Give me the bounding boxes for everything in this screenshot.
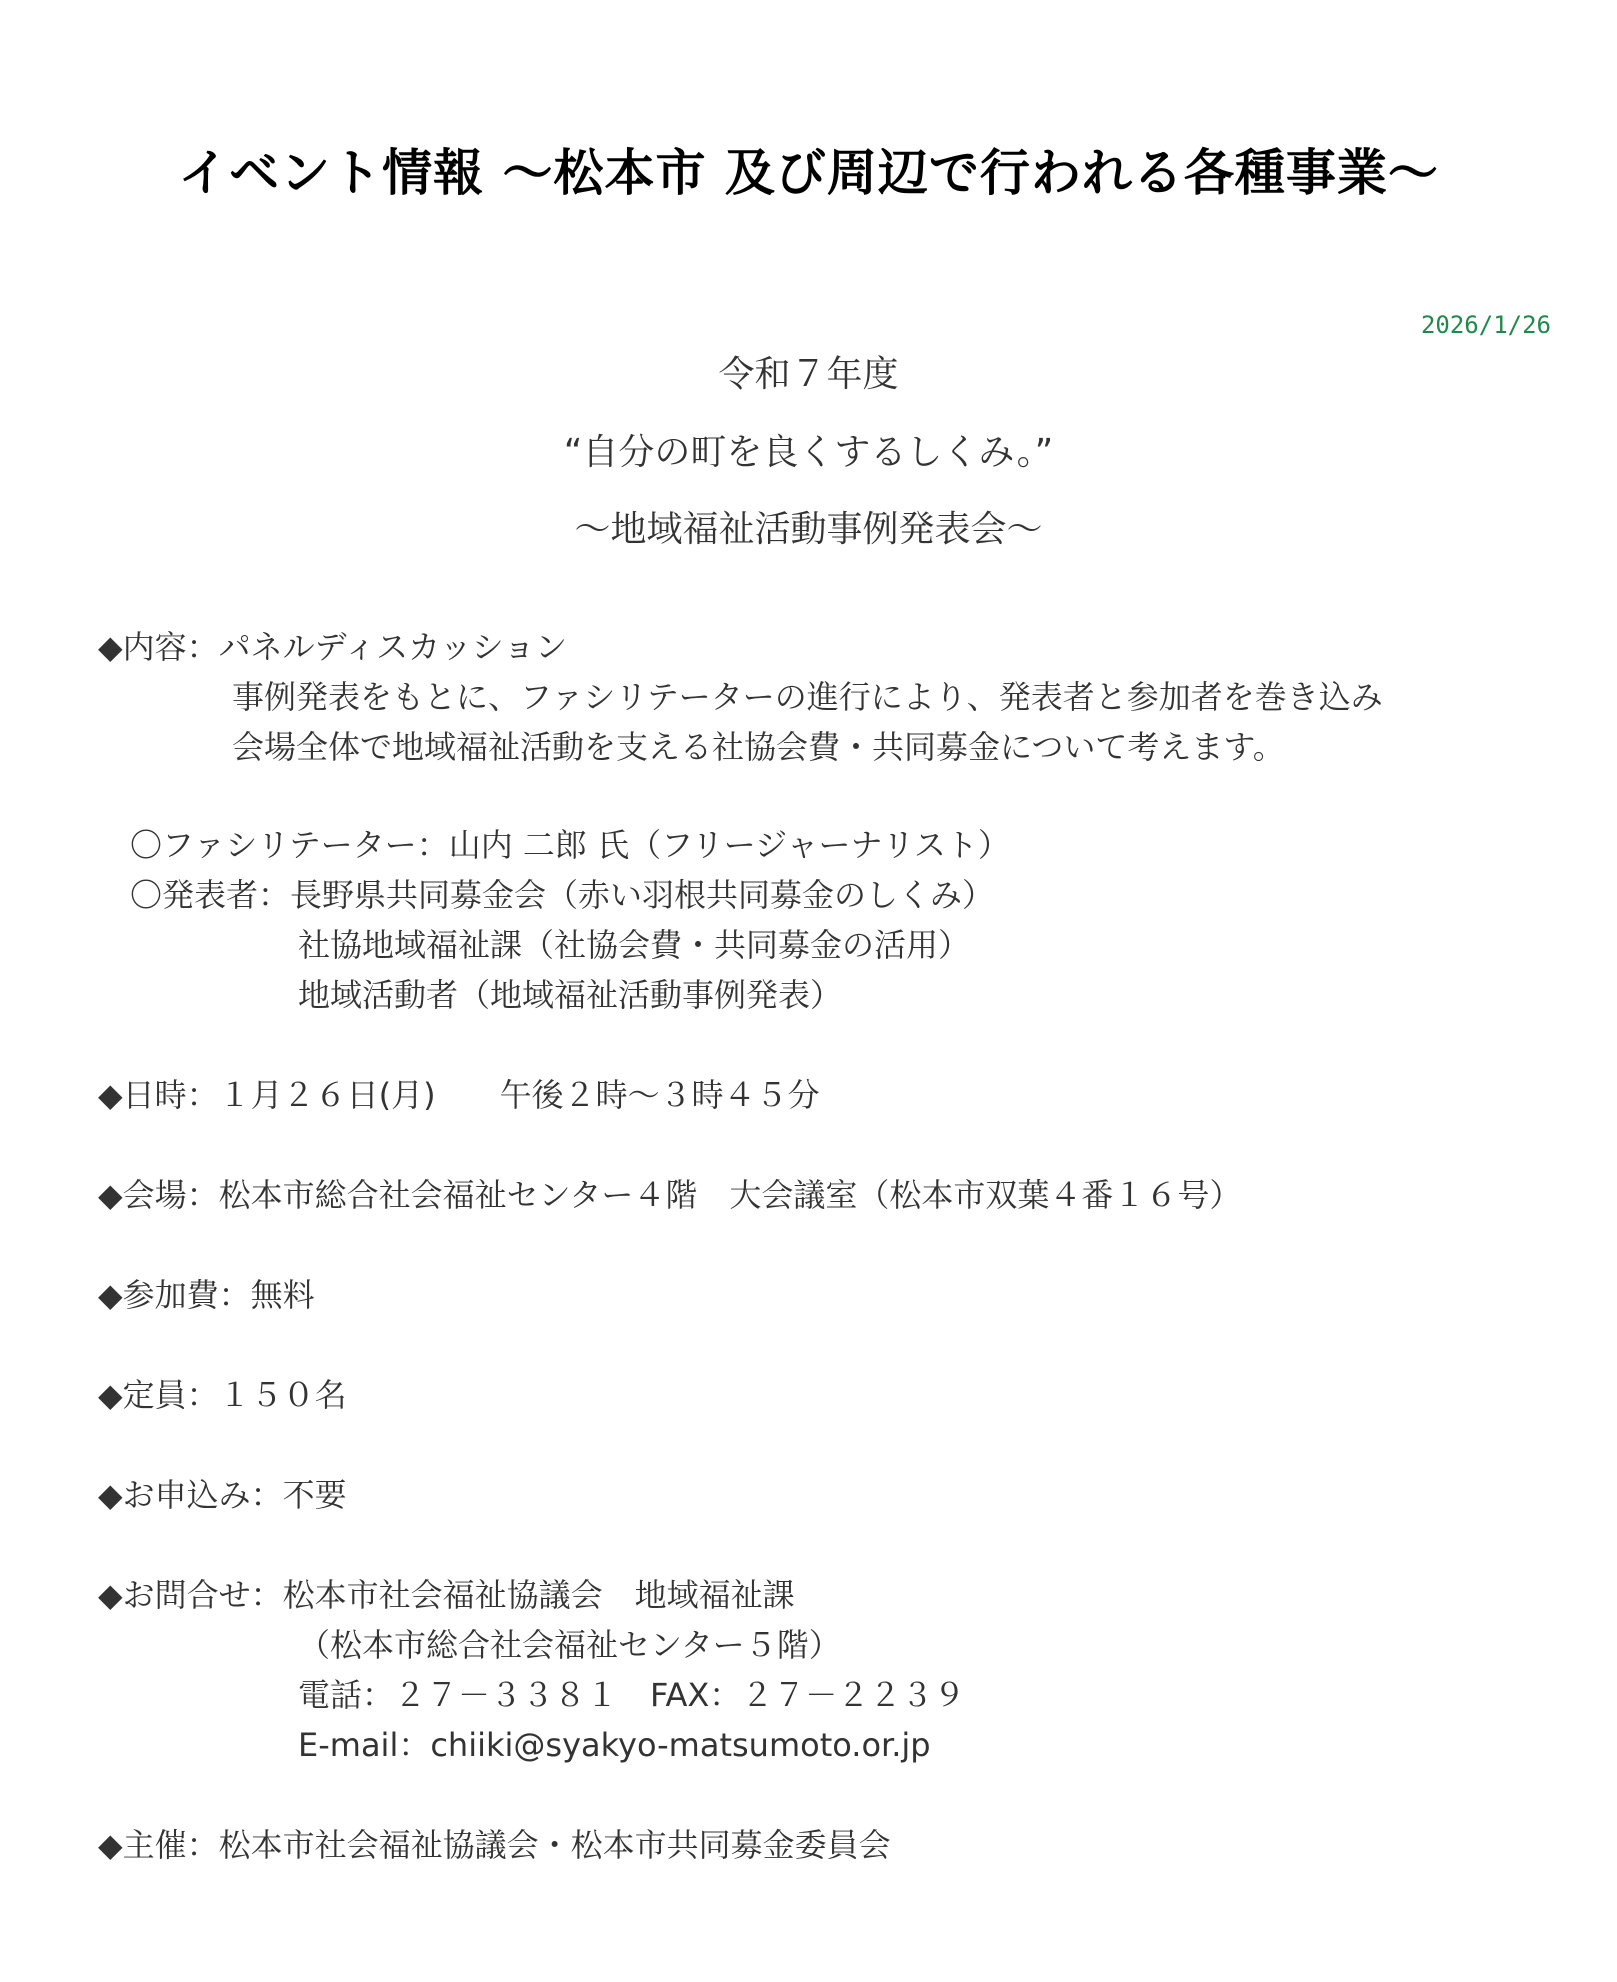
publish-date: 2026/1/26	[1420, 311, 1551, 339]
fee-line: ◆参加費：無料	[98, 1276, 315, 1314]
content-section	[98, 624, 567, 670]
capacity-line: ◆定員：１５０名	[98, 1376, 347, 1414]
content-label: ◆内容：	[98, 628, 219, 666]
presenters-label: 〇発表者：	[130, 876, 291, 914]
presenter-item: 社協地域福祉課（社協会費・共同募金の活用）	[298, 926, 971, 964]
page-title: イベント情報 ～松本市 及び周辺で行われる各種事業～	[178, 144, 1439, 202]
content-description-1: 事例発表をもとに、ファシリテーターの進行により、発表者と参加者を巻き込み	[232, 678, 1383, 716]
event-name: “自分の町を良くするしくみ。”	[563, 432, 1054, 473]
content-description-2: 会場全体で地域福祉活動を支える社協会費・共同募金について考えます。	[232, 728, 1285, 766]
venue-line: ◆会場：松本市総合社会福祉センター４階 大会議室（松本市双葉４番１６号）	[98, 1176, 1242, 1214]
application-line: ◆お申込み：不要	[98, 1476, 347, 1514]
contact-email: E-mail：chiiki@syakyo-matsumoto.or.jp	[298, 1726, 931, 1764]
event-year: 令和７年度	[718, 354, 899, 395]
contact-label: ◆お問合せ：	[98, 1576, 283, 1614]
presenters-section	[130, 872, 994, 918]
organizer-line: ◆主催：松本市社会福祉協議会・松本市共同募金委員会	[98, 1826, 891, 1864]
contact-phone: 電話：２７－３３８１ FAX：２７－２２３９	[298, 1676, 966, 1714]
datetime-line: ◆日時：１月２６日(月) 午後２時～３時４５分	[98, 1076, 820, 1114]
presenter-item: 地域活動者（地域福祉活動事例発表）	[298, 976, 843, 1014]
contact-section	[98, 1572, 795, 1618]
content-title: パネルディスカッション	[218, 628, 568, 666]
presenter-item: 長野県共同募金会（赤い羽根共同募金のしくみ）	[290, 876, 995, 914]
facilitator-line: 〇ファシリテーター：山内 二郎 氏（フリージャーナリスト）	[130, 826, 1010, 864]
contact-org: 松本市社会福祉協議会 地域福祉課	[282, 1576, 795, 1614]
event-subtitle: ～地域福祉活動事例発表会～	[574, 509, 1043, 550]
contact-location: （松本市総合社会福祉センター５階）	[298, 1626, 841, 1664]
